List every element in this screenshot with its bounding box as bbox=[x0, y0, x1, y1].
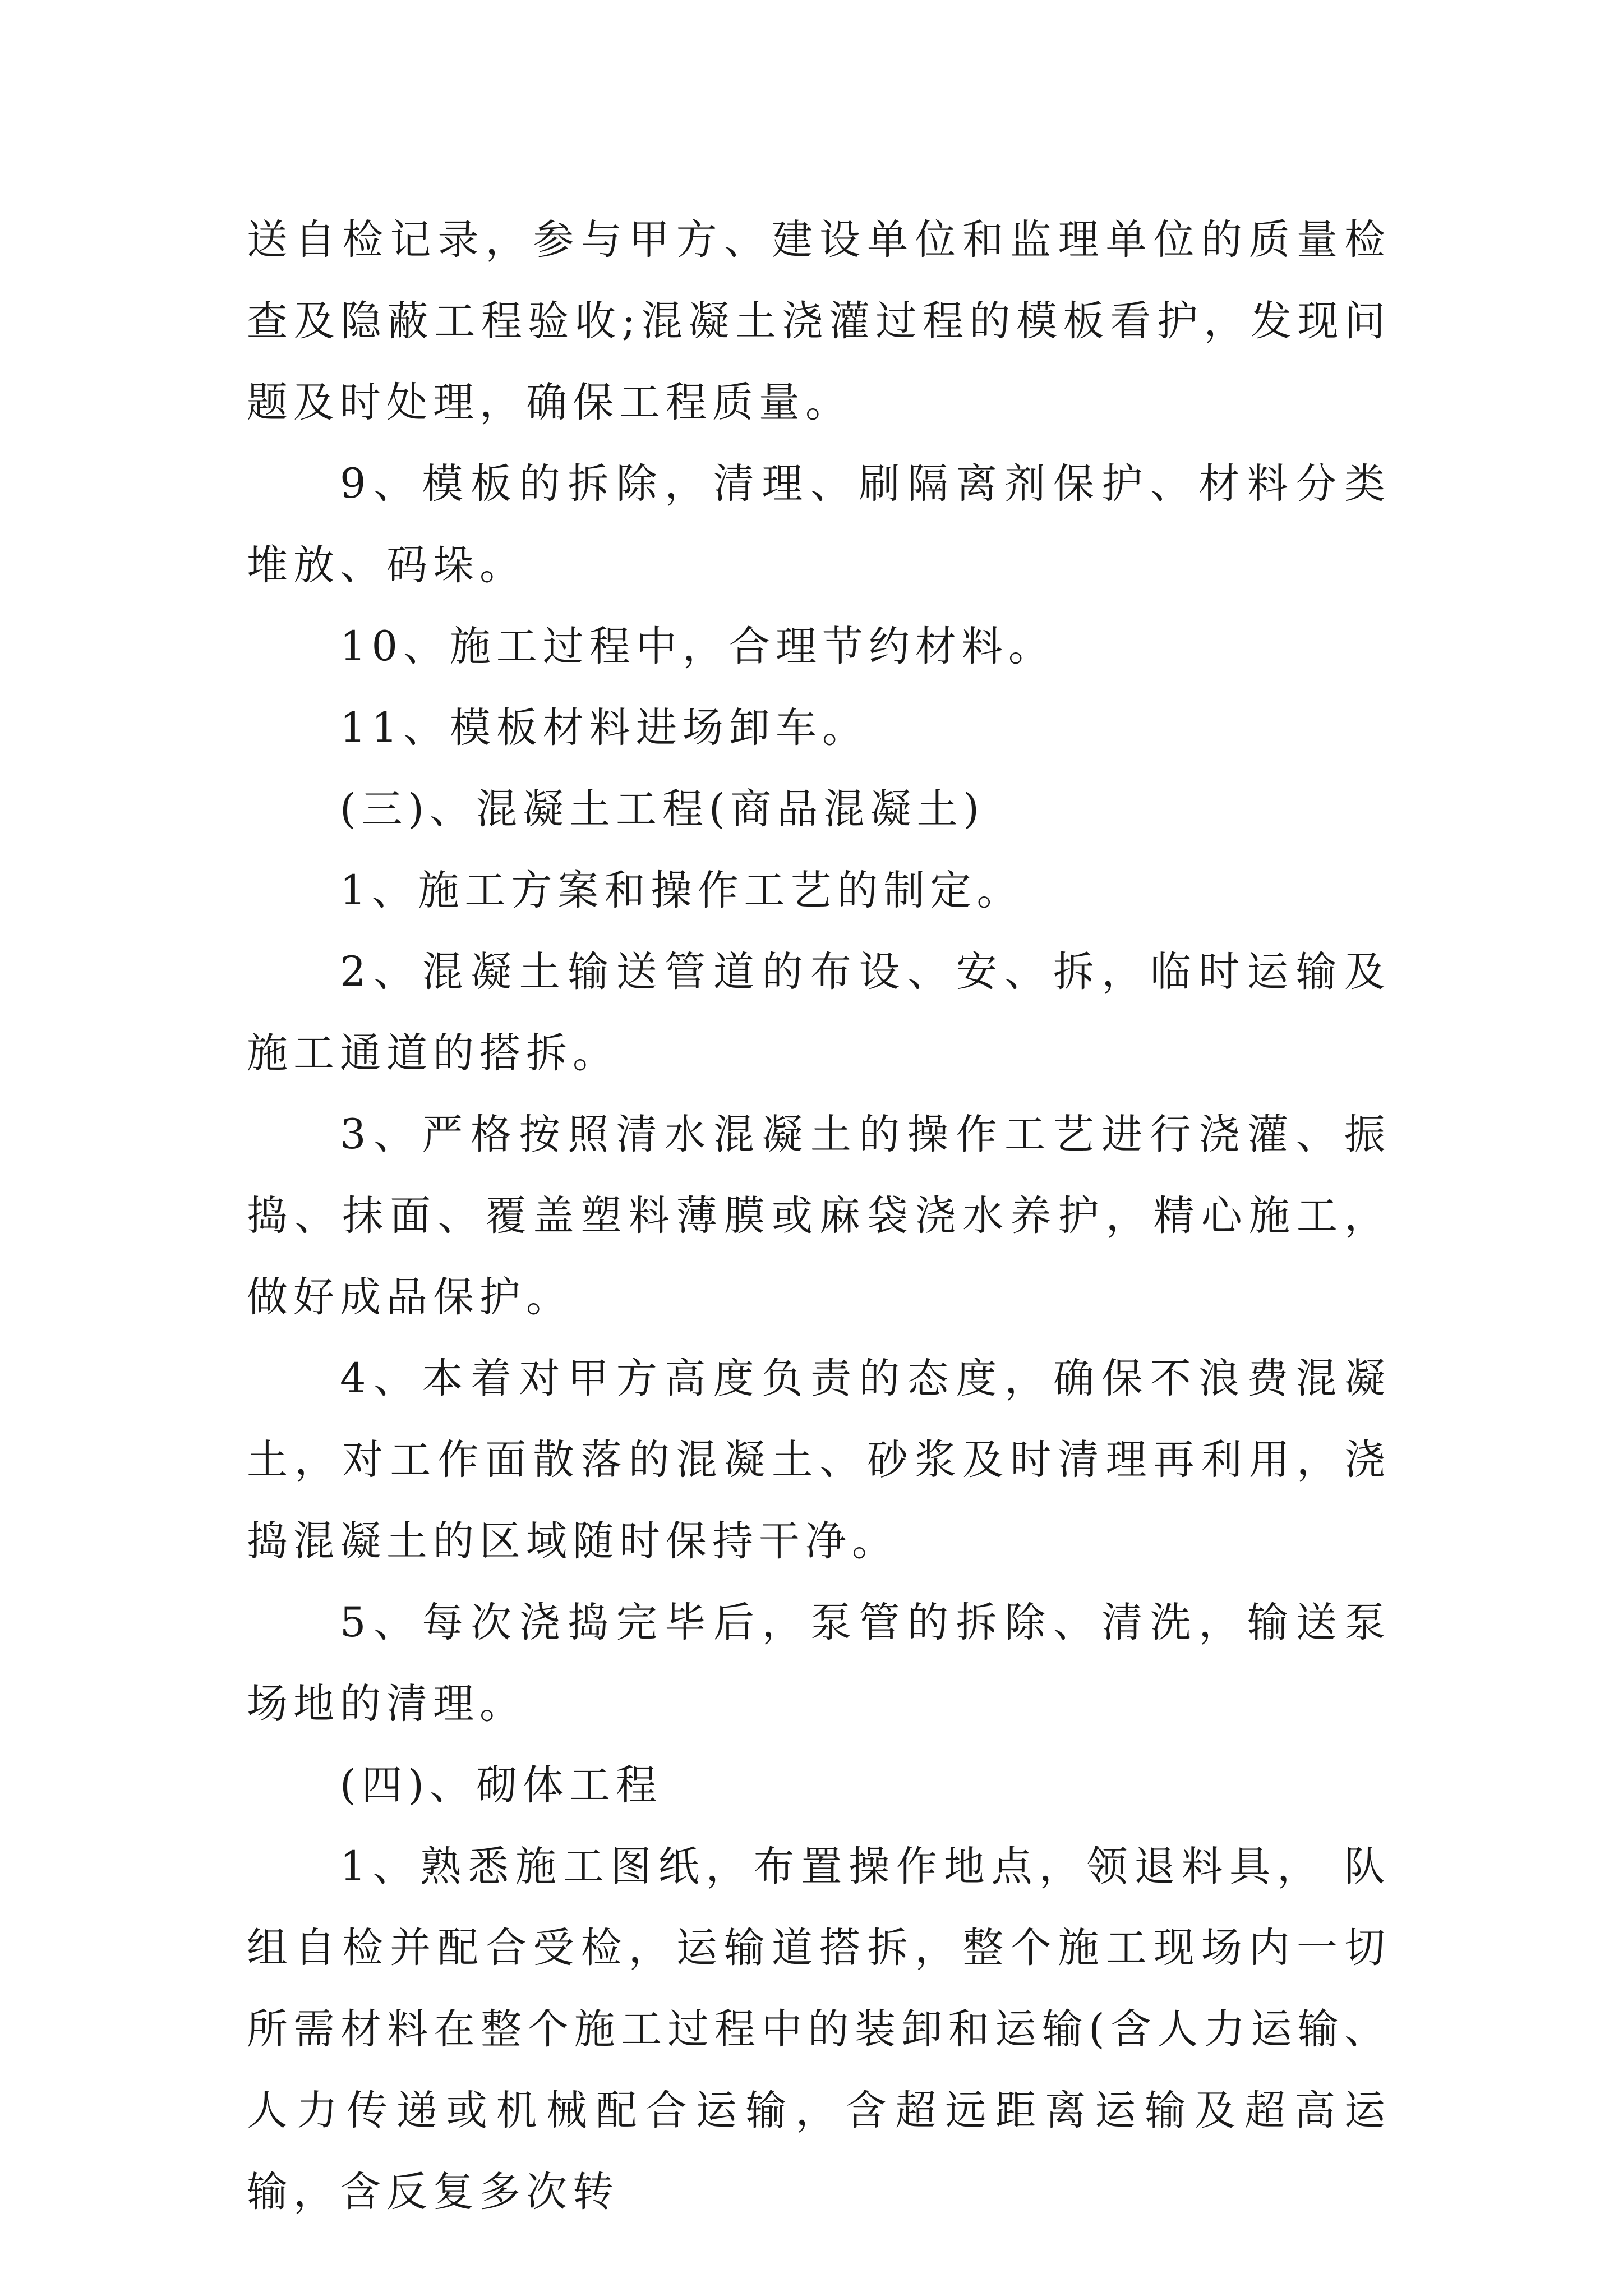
body-text bbox=[247, 199, 1391, 2233]
paragraph-item-10: 10、施工过程中，合理节约材料。 bbox=[340, 623, 1055, 670]
paragraph-concrete-2: 2、混凝土输送管道的布设、安、拆，临时运输及施工通道的搭拆。 bbox=[247, 948, 1391, 1077]
paragraph-continuation: 送自检记录，参与甲方、建设单位和监理单位的质量检查及隐蔽工程验收;混凝土浇灌过程的模板看护，发现问题及时处理，确保工程质量。 bbox=[247, 216, 1391, 426]
paragraph-item-11: 11、模板材料进场卸车。 bbox=[340, 704, 869, 752]
paragraph-concrete-4: 4、本着对甲方高度负责的态度，确保不浪费混凝土，对工作面散落的混凝土、砂浆及时清理再利用，浇捣混凝土的区域随时保持干净。 bbox=[247, 1355, 1391, 1565]
paragraph-concrete-5: 5、每次浇捣完毕后，泵管的拆除、清洗，输送泵场地的清理。 bbox=[247, 1599, 1391, 1728]
paragraph-concrete-1: 1、施工方案和操作工艺的制定。 bbox=[340, 867, 1023, 914]
section-heading-masonry: (四)、砌体工程 bbox=[340, 1761, 662, 1809]
paragraph-masonry-1: 1、熟悉施工图纸，布置操作地点，领退料具， 队组自检并配合受检，运输道搭拆，整个施工现场内一切所需材料在整个施工过程中的装卸和运输(含人力运输、人力传递或机械配合运输，含超远距离运输及超高运输，含反复多次转 bbox=[247, 1843, 1391, 2216]
paragraph-concrete-3: 3、严格按照清水混凝土的操作工艺进行浇灌、振捣、抹面、覆盖塑料薄膜或麻袋浇水养护，精心施工，做好成品保护。 bbox=[247, 1111, 1391, 1321]
section-heading-concrete: (三)、混凝土工程(商品混凝土) bbox=[340, 785, 985, 833]
paragraph-item-9: 9、模板的拆除，清理、刷隔离剂保护、材料分类堆放、码垛。 bbox=[247, 460, 1391, 589]
